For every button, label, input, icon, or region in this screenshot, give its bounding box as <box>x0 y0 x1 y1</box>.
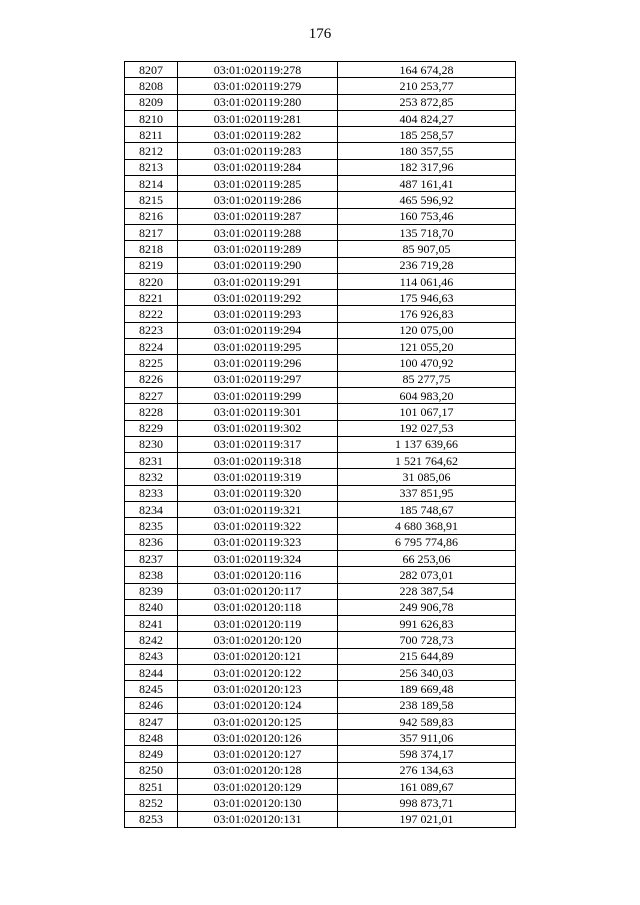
table-row <box>125 518 516 534</box>
cadastral-number-cell: 03:01:020119:302 <box>178 420 338 436</box>
cadastral-number-cell: 03:01:020119:299 <box>178 387 338 403</box>
cadastral-value-cell: 337 851,95 <box>338 485 516 501</box>
cadastral-value-cell: 236 719,28 <box>338 257 516 273</box>
cadastral-value-cell: 6 795 774,86 <box>338 534 516 550</box>
table-row <box>125 62 516 78</box>
row-number-cell: 8240 <box>125 599 178 615</box>
cadastral-number-cell: 03:01:020119:289 <box>178 241 338 257</box>
table-row <box>125 322 516 338</box>
cadastral-number-cell: 03:01:020119:297 <box>178 371 338 387</box>
row-number-cell: 8235 <box>125 518 178 534</box>
cadastral-value-cell: 1 137 639,66 <box>338 436 516 452</box>
table-row <box>125 208 516 224</box>
table-row <box>125 127 516 143</box>
row-number-cell: 8253 <box>125 811 178 827</box>
table-row <box>125 224 516 240</box>
row-number-cell: 8228 <box>125 404 178 420</box>
table-row <box>125 159 516 175</box>
row-number-cell: 8229 <box>125 420 178 436</box>
table-row <box>125 355 516 371</box>
row-number-cell: 8213 <box>125 159 178 175</box>
cadastral-value-cell: 487 161,41 <box>338 176 516 192</box>
cadastral-value-cell: 249 906,78 <box>338 599 516 615</box>
table-row <box>125 436 516 452</box>
cadastral-number-cell: 03:01:020120:120 <box>178 632 338 648</box>
table-row <box>125 176 516 192</box>
registry-table <box>124 61 516 828</box>
cadastral-number-cell: 03:01:020120:126 <box>178 730 338 746</box>
cadastral-number-cell: 03:01:020119:294 <box>178 322 338 338</box>
cadastral-number-cell: 03:01:020119:278 <box>178 62 338 78</box>
row-number-cell: 8215 <box>125 192 178 208</box>
cadastral-number-cell: 03:01:020119:279 <box>178 78 338 94</box>
row-number-cell: 8221 <box>125 290 178 306</box>
table-row <box>125 404 516 420</box>
cadastral-number-cell: 03:01:020119:296 <box>178 355 338 371</box>
table-row <box>125 257 516 273</box>
table-row <box>125 550 516 566</box>
row-number-cell: 8226 <box>125 371 178 387</box>
cadastral-value-cell: 998 873,71 <box>338 795 516 811</box>
cadastral-value-cell: 465 596,92 <box>338 192 516 208</box>
table-row <box>125 713 516 729</box>
cadastral-value-cell: 197 021,01 <box>338 811 516 827</box>
table-row <box>125 632 516 648</box>
cadastral-value-cell: 253 872,85 <box>338 94 516 110</box>
cadastral-value-cell: 66 253,06 <box>338 550 516 566</box>
row-number-cell: 8238 <box>125 567 178 583</box>
cadastral-number-cell: 03:01:020119:283 <box>178 143 338 159</box>
row-number-cell: 8212 <box>125 143 178 159</box>
cadastral-number-cell: 03:01:020120:130 <box>178 795 338 811</box>
table-row <box>125 664 516 680</box>
cadastral-number-cell: 03:01:020120:125 <box>178 713 338 729</box>
cadastral-value-cell: 192 027,53 <box>338 420 516 436</box>
row-number-cell: 8217 <box>125 224 178 240</box>
table-row <box>125 290 516 306</box>
row-number-cell: 8241 <box>125 616 178 632</box>
row-number-cell: 8250 <box>125 762 178 778</box>
row-number-cell: 8207 <box>125 62 178 78</box>
cadastral-number-cell: 03:01:020120:118 <box>178 599 338 615</box>
table-row <box>125 94 516 110</box>
table-row <box>125 273 516 289</box>
cadastral-value-cell: 357 911,06 <box>338 730 516 746</box>
cadastral-number-cell: 03:01:020119:280 <box>178 94 338 110</box>
cadastral-number-cell: 03:01:020120:121 <box>178 648 338 664</box>
cadastral-value-cell: 238 189,58 <box>338 697 516 713</box>
row-number-cell: 8222 <box>125 306 178 322</box>
cadastral-value-cell: 160 753,46 <box>338 208 516 224</box>
cadastral-value-cell: 215 644,89 <box>338 648 516 664</box>
row-number-cell: 8249 <box>125 746 178 762</box>
cadastral-number-cell: 03:01:020119:301 <box>178 404 338 420</box>
cadastral-value-cell: 114 061,46 <box>338 273 516 289</box>
table-row <box>125 502 516 518</box>
cadastral-number-cell: 03:01:020119:290 <box>178 257 338 273</box>
cadastral-value-cell: 176 926,83 <box>338 306 516 322</box>
cadastral-number-cell: 03:01:020120:117 <box>178 583 338 599</box>
cadastral-value-cell: 1 521 764,62 <box>338 453 516 469</box>
cadastral-value-cell: 85 277,75 <box>338 371 516 387</box>
row-number-cell: 8237 <box>125 550 178 566</box>
cadastral-value-cell: 185 258,57 <box>338 127 516 143</box>
cadastral-number-cell: 03:01:020119:317 <box>178 436 338 452</box>
cadastral-value-cell: 700 728,73 <box>338 632 516 648</box>
table-row <box>125 648 516 664</box>
cadastral-value-cell: 175 946,63 <box>338 290 516 306</box>
row-number-cell: 8248 <box>125 730 178 746</box>
row-number-cell: 8220 <box>125 273 178 289</box>
cadastral-number-cell: 03:01:020119:288 <box>178 224 338 240</box>
row-number-cell: 8252 <box>125 795 178 811</box>
cadastral-value-cell: 256 340,03 <box>338 664 516 680</box>
table-row <box>125 110 516 126</box>
cadastral-value-cell: 282 073,01 <box>338 567 516 583</box>
cadastral-number-cell: 03:01:020119:293 <box>178 306 338 322</box>
cadastral-number-cell: 03:01:020119:292 <box>178 290 338 306</box>
cadastral-value-cell: 991 626,83 <box>338 616 516 632</box>
cadastral-value-cell: 598 374,17 <box>338 746 516 762</box>
cadastral-value-cell: 135 718,70 <box>338 224 516 240</box>
cadastral-value-cell: 228 387,54 <box>338 583 516 599</box>
table-row <box>125 306 516 322</box>
table-row <box>125 453 516 469</box>
cadastral-value-cell: 276 134,63 <box>338 762 516 778</box>
cadastral-value-cell: 100 470,92 <box>338 355 516 371</box>
table-row <box>125 339 516 355</box>
cadastral-number-cell: 03:01:020119:287 <box>178 208 338 224</box>
row-number-cell: 8251 <box>125 779 178 795</box>
cadastral-value-cell: 85 907,05 <box>338 241 516 257</box>
row-number-cell: 8211 <box>125 127 178 143</box>
table-row <box>125 469 516 485</box>
table-row <box>125 387 516 403</box>
cadastral-number-cell: 03:01:020120:123 <box>178 681 338 697</box>
row-number-cell: 8242 <box>125 632 178 648</box>
cadastral-number-cell: 03:01:020120:124 <box>178 697 338 713</box>
cadastral-value-cell: 31 085,06 <box>338 469 516 485</box>
cadastral-number-cell: 03:01:020120:122 <box>178 664 338 680</box>
cadastral-value-cell: 180 357,55 <box>338 143 516 159</box>
cadastral-number-cell: 03:01:020120:128 <box>178 762 338 778</box>
row-number-cell: 8234 <box>125 502 178 518</box>
cadastral-value-cell: 942 589,83 <box>338 713 516 729</box>
row-number-cell: 8214 <box>125 176 178 192</box>
cadastral-number-cell: 03:01:020120:119 <box>178 616 338 632</box>
row-number-cell: 8209 <box>125 94 178 110</box>
table-row <box>125 811 516 827</box>
cadastral-value-cell: 120 075,00 <box>338 322 516 338</box>
row-number-cell: 8244 <box>125 664 178 680</box>
cadastral-number-cell: 03:01:020119:284 <box>178 159 338 175</box>
row-number-cell: 8208 <box>125 78 178 94</box>
table-row <box>125 697 516 713</box>
cadastral-number-cell: 03:01:020119:321 <box>178 502 338 518</box>
cadastral-number-cell: 03:01:020119:318 <box>178 453 338 469</box>
table-row <box>125 371 516 387</box>
row-number-cell: 8239 <box>125 583 178 599</box>
table-row <box>125 599 516 615</box>
table-row <box>125 534 516 550</box>
table-row <box>125 762 516 778</box>
table-row <box>125 567 516 583</box>
cadastral-number-cell: 03:01:020119:319 <box>178 469 338 485</box>
cadastral-number-cell: 03:01:020119:286 <box>178 192 338 208</box>
cadastral-value-cell: 4 680 368,91 <box>338 518 516 534</box>
cadastral-value-cell: 604 983,20 <box>338 387 516 403</box>
table-row <box>125 795 516 811</box>
table-row <box>125 420 516 436</box>
row-number-cell: 8227 <box>125 387 178 403</box>
row-number-cell: 8232 <box>125 469 178 485</box>
row-number-cell: 8233 <box>125 485 178 501</box>
cadastral-number-cell: 03:01:020119:322 <box>178 518 338 534</box>
row-number-cell: 8246 <box>125 697 178 713</box>
cadastral-number-cell: 03:01:020120:127 <box>178 746 338 762</box>
row-number-cell: 8247 <box>125 713 178 729</box>
row-number-cell: 8243 <box>125 648 178 664</box>
cadastral-number-cell: 03:01:020119:320 <box>178 485 338 501</box>
cadastral-number-cell: 03:01:020119:295 <box>178 339 338 355</box>
cadastral-value-cell: 185 748,67 <box>338 502 516 518</box>
cadastral-value-cell: 121 055,20 <box>338 339 516 355</box>
row-number-cell: 8210 <box>125 110 178 126</box>
row-number-cell: 8223 <box>125 322 178 338</box>
cadastral-number-cell: 03:01:020119:323 <box>178 534 338 550</box>
registry-table-body <box>125 62 516 828</box>
cadastral-value-cell: 182 317,96 <box>338 159 516 175</box>
row-number-cell: 8219 <box>125 257 178 273</box>
table-row <box>125 681 516 697</box>
row-number-cell: 8231 <box>125 453 178 469</box>
page-number: 176 <box>308 26 332 42</box>
table-row <box>125 746 516 762</box>
cadastral-number-cell: 03:01:020120:131 <box>178 811 338 827</box>
table-row <box>125 730 516 746</box>
cadastral-number-cell: 03:01:020119:291 <box>178 273 338 289</box>
cadastral-value-cell: 189 669,48 <box>338 681 516 697</box>
cadastral-number-cell: 03:01:020119:281 <box>178 110 338 126</box>
table-row <box>125 78 516 94</box>
cadastral-number-cell: 03:01:020119:324 <box>178 550 338 566</box>
table-row <box>125 143 516 159</box>
cadastral-value-cell: 210 253,77 <box>338 78 516 94</box>
row-number-cell: 8245 <box>125 681 178 697</box>
row-number-cell: 8225 <box>125 355 178 371</box>
row-number-cell: 8218 <box>125 241 178 257</box>
cadastral-value-cell: 101 067,17 <box>338 404 516 420</box>
table-row <box>125 583 516 599</box>
table-row <box>125 485 516 501</box>
table-row <box>125 779 516 795</box>
cadastral-value-cell: 164 674,28 <box>338 62 516 78</box>
row-number-cell: 8216 <box>125 208 178 224</box>
row-number-cell: 8236 <box>125 534 178 550</box>
table-row <box>125 192 516 208</box>
cadastral-number-cell: 03:01:020119:282 <box>178 127 338 143</box>
cadastral-number-cell: 03:01:020119:285 <box>178 176 338 192</box>
row-number-cell: 8230 <box>125 436 178 452</box>
cadastral-number-cell: 03:01:020120:129 <box>178 779 338 795</box>
cadastral-value-cell: 161 089,67 <box>338 779 516 795</box>
table-row <box>125 241 516 257</box>
row-number-cell: 8224 <box>125 339 178 355</box>
table-row <box>125 616 516 632</box>
cadastral-number-cell: 03:01:020120:116 <box>178 567 338 583</box>
cadastral-value-cell: 404 824,27 <box>338 110 516 126</box>
